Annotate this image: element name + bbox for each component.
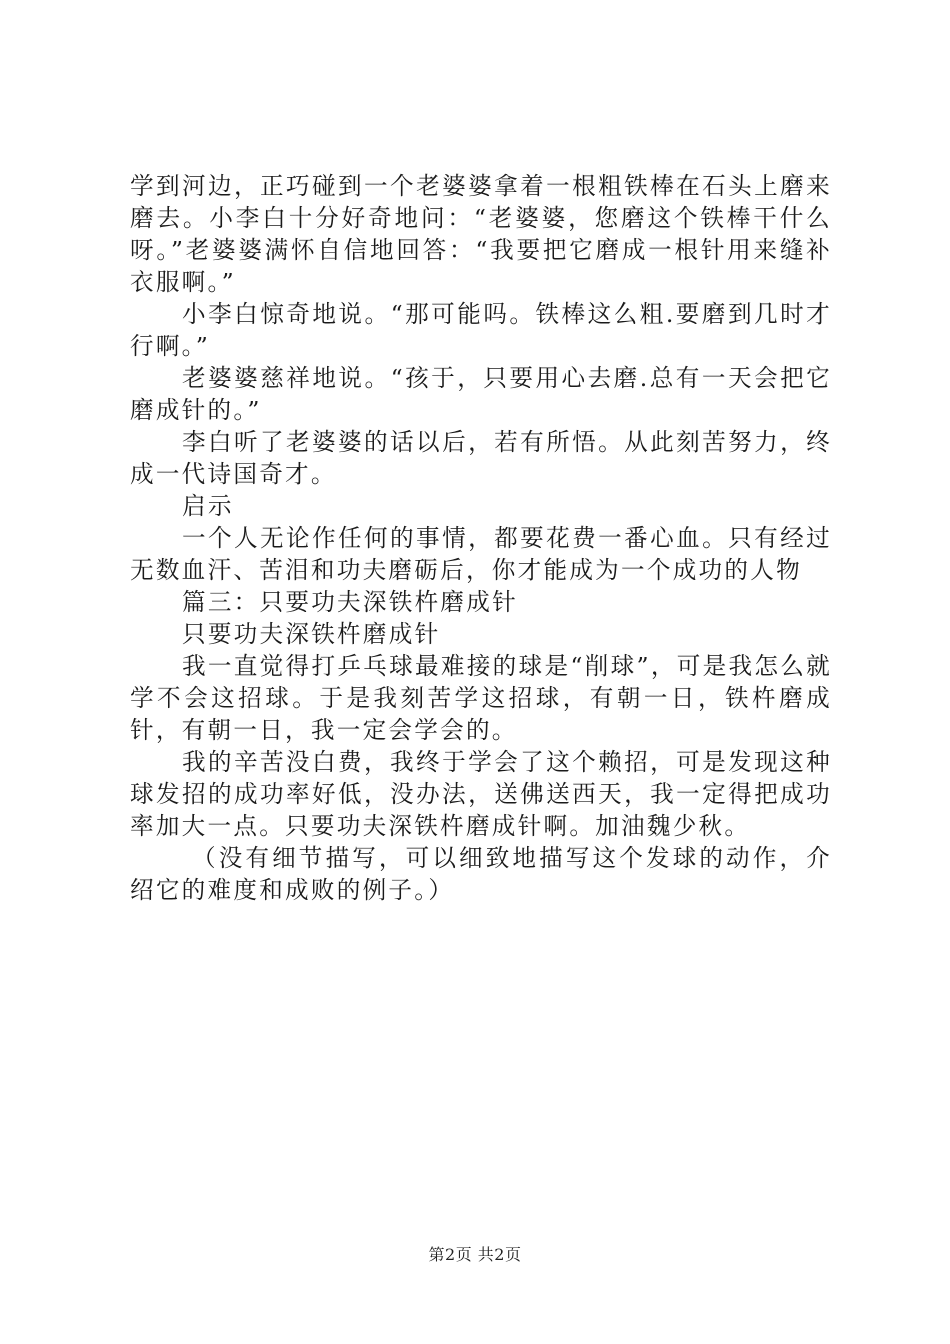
paragraph-hard-work: 我的辛苦没白费，我终于学会了这个赖招，可是发现这种球发招的成功率好低，没办法，送佛送西天，我一定得把成功率加大一点。只要功夫深铁杵磨成针啊。加油魏少秋。 — [130, 748, 832, 840]
heading-inspiration: 启示 — [182, 492, 234, 520]
paragraph-li-bai-surprised: 小李白惊奇地说。“那可能吗。铁棒这么粗.要磨到几时才行啊。” — [130, 300, 832, 360]
heading-chapter-three: 篇三：只要功夫深铁杵磨成针 — [182, 588, 518, 616]
paragraph-ping-pong: 我一直觉得打乒乓球最难接的球是“削球”，可是我怎么就学不会这招球。于是我刻苦学这招球，有朝一日，铁杵磨成针，有朝一日，我一定会学会的。 — [130, 652, 832, 744]
paragraph-old-woman-reply: 老婆婆慈祥地说。“孩于，只要用心去磨.总有一天会把它磨成针的。” — [130, 364, 832, 424]
paragraph-li-bai-enlightened: 李白听了老婆婆的话以后，若有所悟。从此刻苦努力，终成一代诗国奇才。 — [130, 428, 832, 488]
paragraph-inspiration: 一个人无论作任何的事情，都要花费一番心血。只有经过无数血汗、苦泪和功夫磨砺后，你才能成为一个成功的人物 — [130, 524, 832, 584]
paragraph-teacher-comment: （没有细节描写，可以细致地描写这个发球的动作，介绍它的难度和成败的例子。） — [130, 844, 832, 904]
page-footer: 第2页 共2页 — [428, 1245, 522, 1264]
paragraph-story-continued: 学到河边，正巧碰到一个老婆婆拿着一根粗铁棒在石头上磨来磨去。小李白十分好奇地问：“老婆婆，您磨这个铁棒干什么呀。”老婆婆满怀自信地回答：“我要把它磨成一根针用来缝补衣服啊。” — [130, 172, 832, 296]
essay-title: 只要功夫深铁杵磨成针 — [182, 620, 441, 648]
document-body — [130, 170, 832, 906]
